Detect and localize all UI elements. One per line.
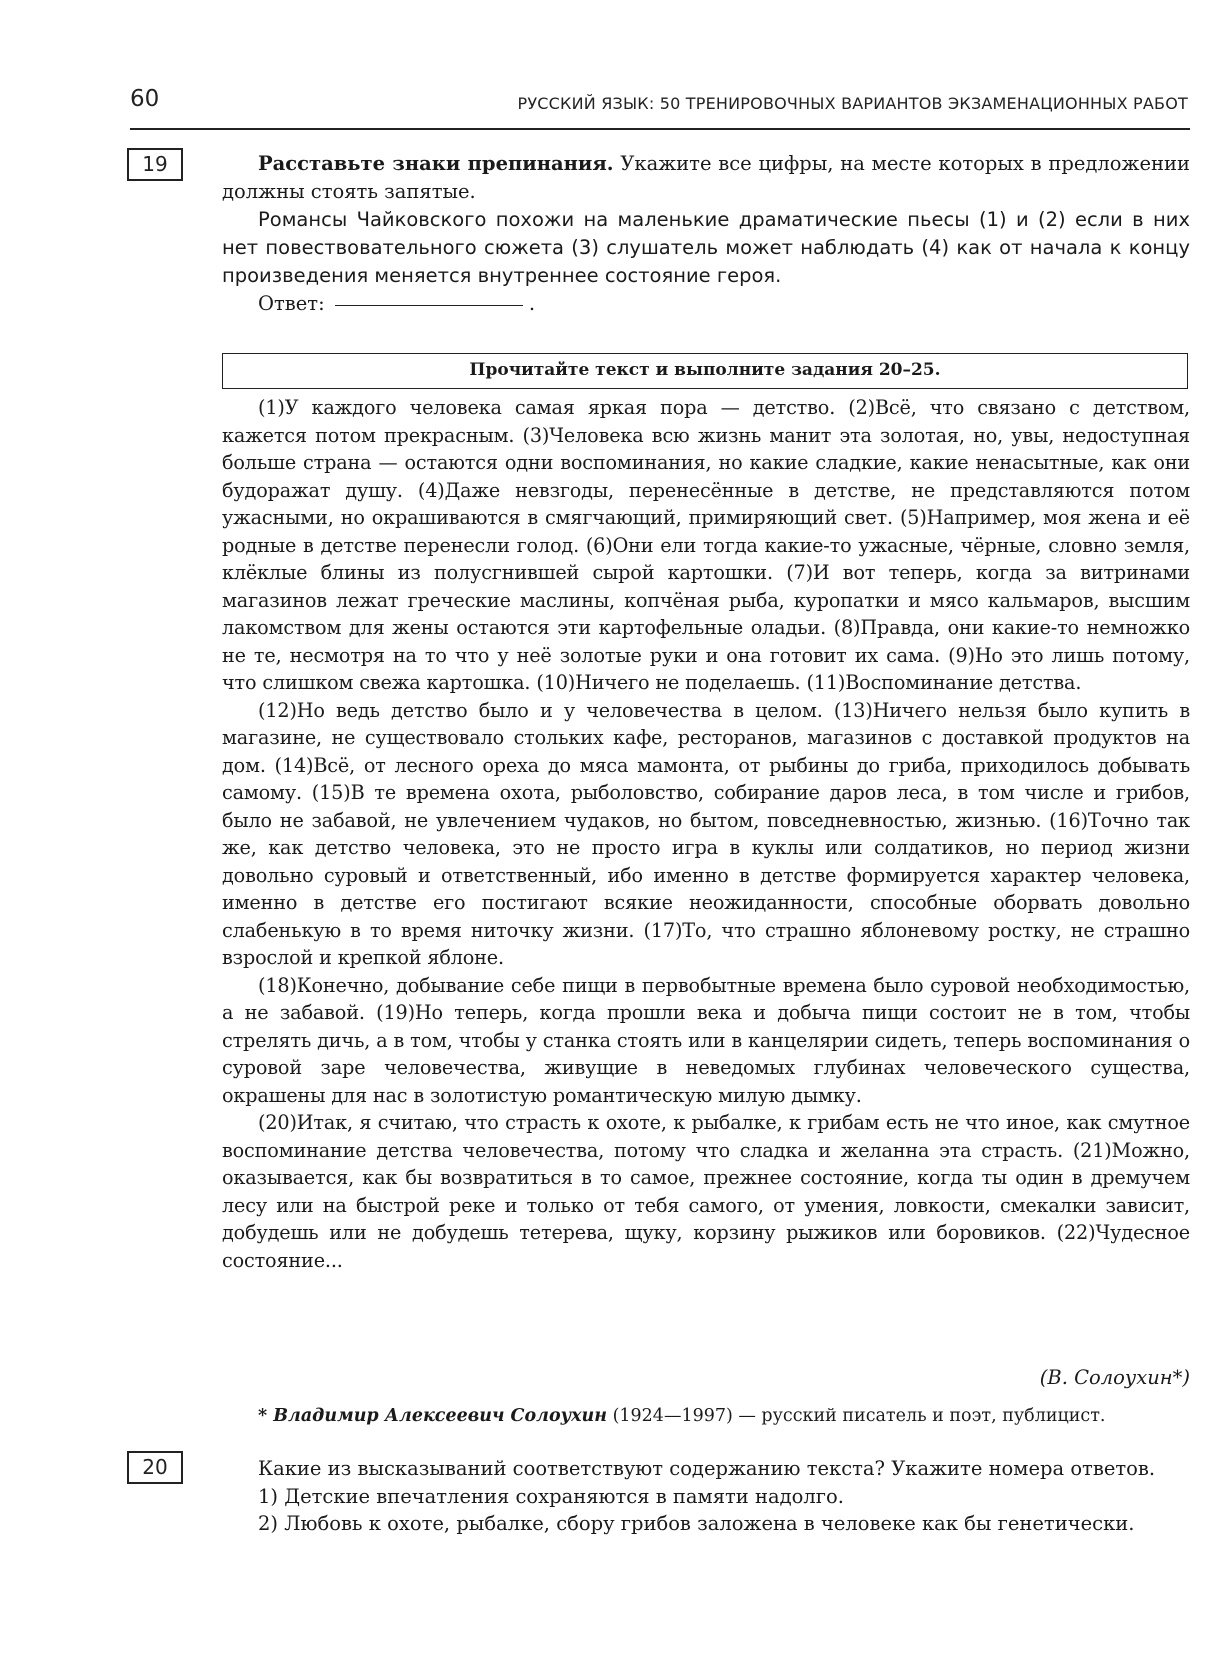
reading-instruction-frame: Прочитайте текст и выполните задания 20–25. [222, 353, 1188, 389]
task-20-option-2: 2) Любовь к охоте, рыбалке, сбору грибов заложена в человеке как бы генетически. [258, 1512, 1135, 1535]
author-footnote [258, 1406, 1188, 1426]
passage-paragraph-3: (18)Конечно, добывание себе пищи в первобытные времена было суровой необходимостью, а не забавой. (19)Но теперь, когда прошли века и добыча пищи состоит не в том, чтобы стрелять дичь, а в том, чтобы у станка стоять или в канцелярии сидеть, теперь воспоминания о суровой заре человечества, живущие в неведомых глубинах человеческого существа, окрашены для нас в золотистую романтическую милую дымку. [222, 973, 1190, 1107]
author-attribution: (В. Солоухин*) [1039, 1366, 1190, 1389]
answer-line[interactable] [335, 304, 523, 306]
page-number: 60 [130, 86, 160, 112]
running-title: РУССКИЙ ЯЗЫК: 50 ТРЕНИРОВОЧНЫХ ВАРИАНТОВ ЭКЗАМЕНАЦИОННЫХ РАБОТ [517, 94, 1188, 113]
answer-row [222, 290, 1190, 318]
task-19-instruction [222, 150, 1190, 205]
instruction-rest: Укажите все цифры, на месте которых в предложении должны стоять запятые. [222, 152, 1190, 203]
answer-label: Ответ: [258, 292, 325, 315]
task-19-sentence-text: Романсы Чайковского похожи на маленькие драматические пьесы (1) и (2) если в них нет повествовательного сюжета (3) слушатель может наблюдать (4) как от начала к концу произведения меняется внутреннее состояние героя. [222, 208, 1190, 287]
task-number-19: 19 [127, 148, 183, 181]
passage-paragraph-4: (20)Итак, я считаю, что страсть к охоте, к рыбалке, к грибам есть не что иное, как смутное воспоминание детства человечества, потому что сладка и желанна эта страсть. (21)Можно, оказывается, как бы возвратиться в то самое, прежнее состояние, когда ты один в дремучем лесу или на быстрой реке и только от тебя самого, от умения, ловкости, смекалки зависит, добудешь или не добудешь тетерева, щуку, корзину рыжиков или боровиков. (22)Чудесное состояние... [222, 1111, 1190, 1272]
instruction-bold: Расставьте знаки препинания. [258, 152, 614, 175]
footnote-rest: (1924—1997) — русский писатель и поэт, публицист. [607, 1406, 1106, 1426]
reading-passage [222, 394, 1190, 1274]
task-20-question [222, 1455, 1190, 1538]
task-20-option-1: 1) Детские впечатления сохраняются в памяти надолго. [258, 1484, 844, 1508]
passage-paragraph-1: (1)У каждого человека самая яркая пора — детство. (2)Всё, что связано с детством, кажется потом прекрасным. (3)Человека всю жизнь манит эта золотая, но, увы, недоступная больше страна — остаются одни воспоминания, но какие сладкие, какие ненасытные, как они будоражат душу. (4)Даже невзгоды, перенесённые в детстве, не представляются потом ужасными, но окрашиваются в смягчающий, примиряющий свет. (5)Например, моя жена и её родные в детстве перенесли голод. (6)Они ели тогда какие-то ужасные, чёрные, словно земля, клёклые блины из полусгнившей сырой картошки. (7)И вот теперь, когда за витринами магазинов лежат греческие маслины, копчёная рыба, куропатки и мясо кальмаров, высшим лакомством для жены остаются эти картофельные оладьи. (8)Правда, они какие-то немножко не те, несмотря на то что у неё золотые руки и она готовит их сама. (9)Но это лишь потому, что слишком свежа картошка. (10)Ничего не поделаешь. (11)Воспоминание детства. [222, 396, 1190, 694]
task-19-sentence [222, 206, 1190, 290]
task-number-20: 20 [127, 1451, 183, 1484]
task-20-question-text: Какие из высказываний соответствуют содержанию текста? Укажите номера ответов. [258, 1457, 1156, 1480]
answer-end: . [528, 292, 536, 315]
passage-paragraph-2: (12)Но ведь детство было и у человечества в целом. (13)Ничего нельзя было купить в магазине, не существовало стольких кафе, ресторанов, магазинов с доставкой продуктов на дом. (14)Всё, от лесного ореха до мяса мамонта, от рыбины до гриба, приходилось добывать самому. (15)В те времена охота, рыболовство, собирание даров леса, в том числе и грибов, было не забавой, не увлечением чудаков, но бытом, повседневностью, жизнью. (16)Точно так же, как детство человека, это не просто игра в куклы или солдатиков, но период жизни довольно суровый и ответственный, ибо именно в детстве формируется характер человека, именно в детстве его постигают всякие неожиданности, способные оборвать довольно слабенькую в то время ниточку жизни. (17)То, что страшно яблоневому ростку, не страшно взрослой и крепкой яблоне. [222, 698, 1190, 969]
page-header [130, 84, 1190, 130]
footnote-name: * Владимир Алексеевич Солоухин [258, 1406, 608, 1426]
